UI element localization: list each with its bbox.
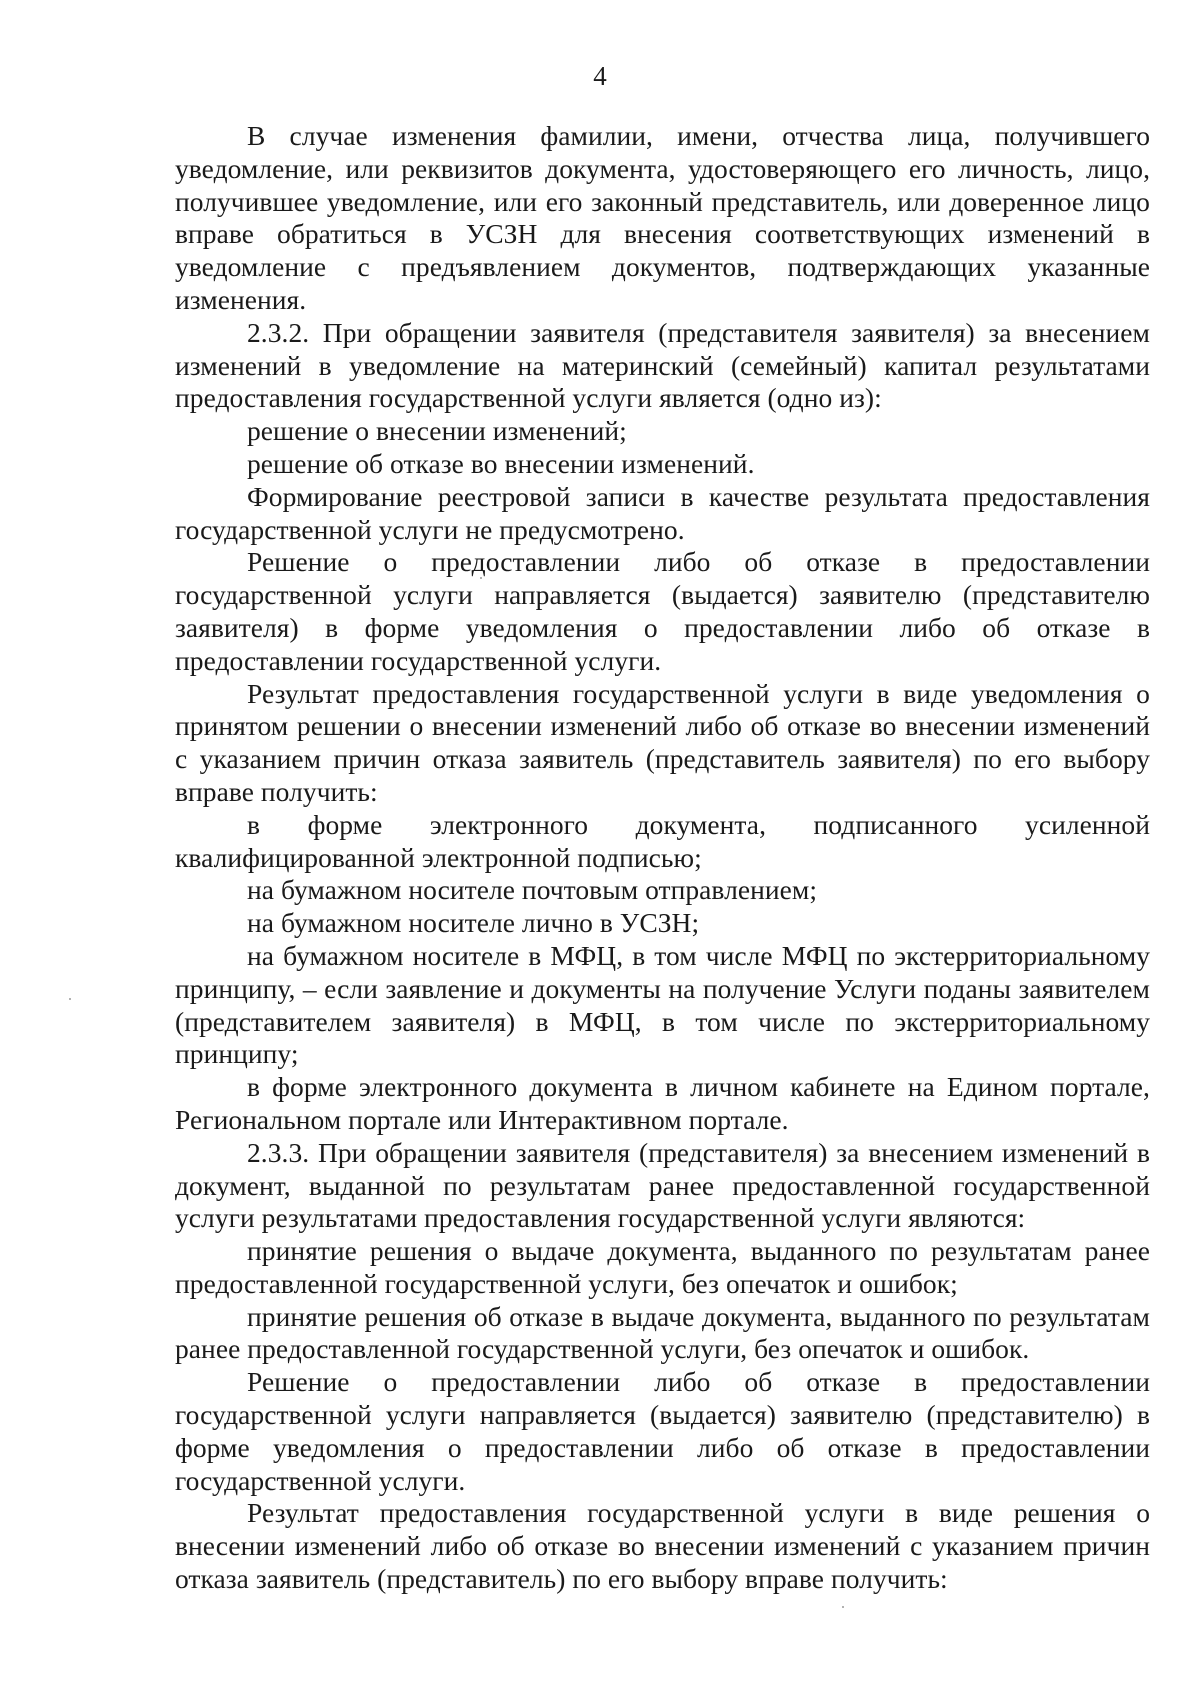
paragraph-result-options: Результат предоставления государственной услуги в виде уведомления о принятом решении о внесении изменений либо об отказе во внесении изменений с указанием причин отказа заявитель (представитель заявителя) по его выбору вправе получить:: [175, 677, 1150, 807]
paragraph-decision-sent: Решение о предоставлении либо об отказе в предоставлении государственной услуги направляется (выдается) заявителю (представителю заявителя) в форме уведомления о предоставлении либо об отказе в предоставлении государственной услуги.: [175, 546, 1150, 676]
list-item-paper-uszn: на бумажном носителе лично в УСЗН;: [247, 907, 700, 939]
list-item-paper-mail: на бумажном носителе почтовым отправлением;: [247, 874, 818, 906]
scan-speck: [480, 577, 482, 579]
paragraph-2-3-2: 2.3.2. При обращении заявителя (представителя заявителя) за внесением изменений в уведомление на материнский (семейный) капитал результатами предоставления государственной услуги является (одно из):: [175, 316, 1150, 414]
paragraph-result-options-2: Результат предоставления государственной услуги в виде решения о внесении изменений либо об отказе во внесении изменений с указанием причин отказа заявитель (представитель) по его выбору вправе получить:: [175, 1497, 1150, 1595]
list-item-electronic-document: в форме электронного документа, подписанного усиленной квалифицированной электронной подписью;: [175, 808, 1150, 873]
list-item-decision-refusal: решение об отказе во внесении изменений.: [247, 447, 755, 479]
page-number: 4: [593, 61, 607, 91]
list-item-paper-mfc: на бумажном носителе в МФЦ, в том числе МФЦ по экстерриториальному принципу, – если заявление и документы на получение Услуги поданы заявителем (представителем заявителя) в МФЦ, в том числе по экстерриториальному принципу;: [175, 939, 1150, 1070]
document-body: [175, 120, 1150, 1596]
list-item-personal-cabinet: в форме электронного документа в личном кабинете на Едином портале, Региональном портале или Интерактивном портале.: [175, 1071, 1150, 1135]
paragraph-name-change: В случае изменения фамилии, имени, отчества лица, получившего уведомление, или реквизитов документа, удостоверяющего его личность, лицо, получившее уведомление, или его законный представитель, или доверенное лицо вправе обратиться в УСЗН для внесения соответствующих изменений в уведомление с предъявлением документов, подтверждающих указанные изменения.: [175, 120, 1150, 315]
paragraph-decision-sent-2: Решение о предоставлении либо об отказе в предоставлении государственной услуги направляется (выдается) заявителю (представителю) в форме уведомления о предоставлении либо об отказе в предоставлении государственной услуги.: [175, 1366, 1150, 1496]
list-item-refusal-decision: принятие решения об отказе в выдаче документа, выданного по результатам ранее предоставленной государственной услуги, без опечаток и ошибок.: [175, 1300, 1150, 1365]
scan-speck: [69, 998, 71, 1000]
scan-speck: [842, 1606, 844, 1608]
list-item-issue-decision: принятие решения о выдаче документа, выданного по результатам ранее предоставленной государственной услуги, без опечаток и ошибок;: [175, 1235, 1150, 1299]
paragraph-2-3-3: 2.3.3. При обращении заявителя (представителя) за внесением изменений в документ, выданной по результатам ранее предоставленной государственной услуги результатами предоставления государственной услуги являются:: [175, 1136, 1150, 1234]
paragraph-registry-record: Формирование реестровой записи в качестве результата предоставления государственной услуги не предусмотрено.: [175, 480, 1150, 545]
list-item-decision-changes: решение о внесении изменений;: [247, 415, 627, 447]
